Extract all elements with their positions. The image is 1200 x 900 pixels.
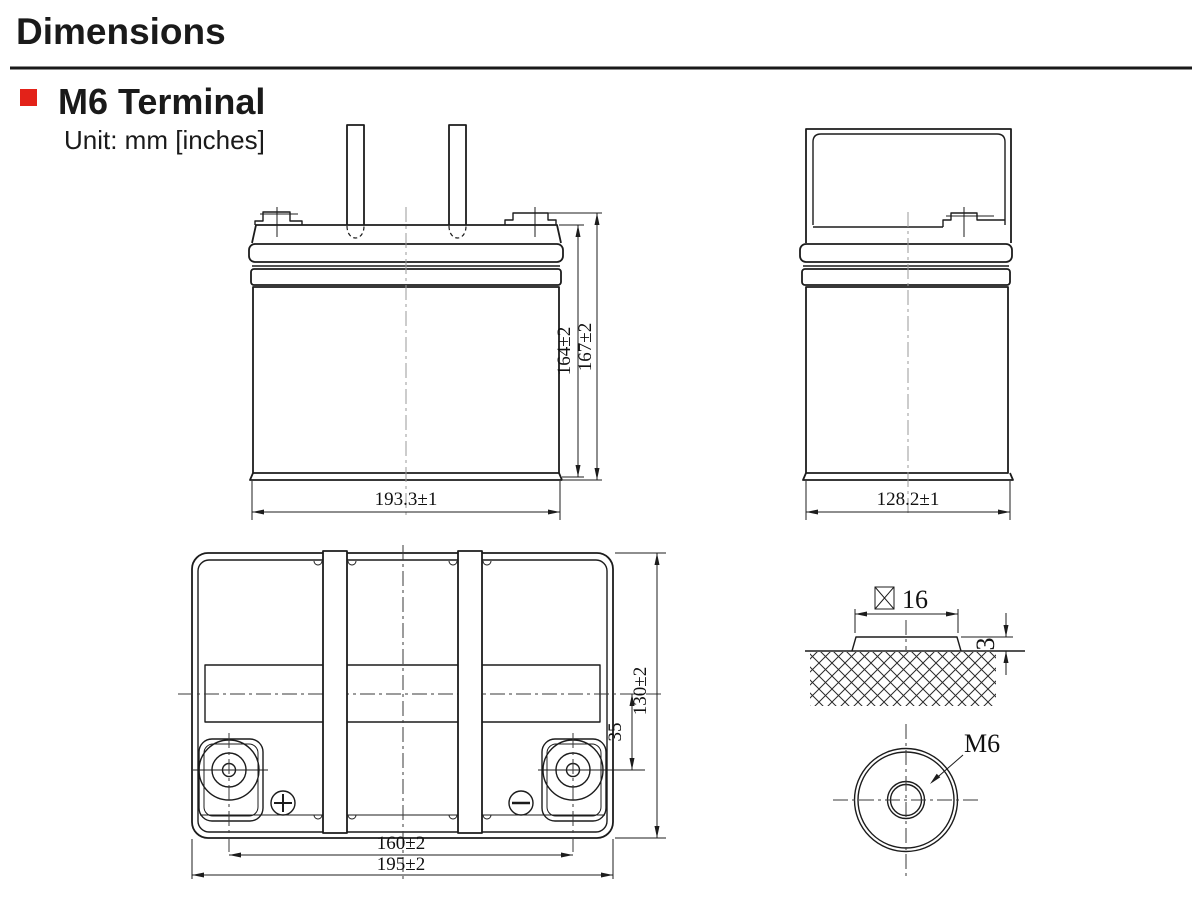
front-right-terminal-post bbox=[449, 125, 466, 225]
side-lid-band-upper bbox=[800, 244, 1012, 262]
side-handle-inner bbox=[813, 134, 1005, 225]
page-header bbox=[10, 11, 1192, 155]
front-height-dimensions bbox=[520, 213, 602, 480]
top-overall-width-dimension bbox=[615, 553, 666, 838]
front-overall-width-label: 193.3±1 bbox=[374, 489, 438, 510]
front-right-post-hidden-bottom bbox=[449, 226, 466, 238]
terminal-pitch-label: 160±2 bbox=[376, 833, 426, 854]
red-bullet-icon bbox=[20, 89, 37, 106]
top-overall-width-label: 130±2 bbox=[630, 666, 651, 716]
front-view-drawing bbox=[249, 125, 602, 520]
terminal-pad-detail-drawing bbox=[805, 585, 1025, 706]
crosshatch-section bbox=[810, 652, 996, 706]
overall-length-label: 195±2 bbox=[376, 854, 426, 875]
page-title: Dimensions bbox=[16, 11, 226, 52]
leader-arrowhead bbox=[930, 774, 940, 784]
side-body bbox=[806, 287, 1008, 473]
top-strap-left bbox=[323, 551, 347, 833]
front-left-post-hidden-bottom bbox=[347, 226, 364, 238]
front-right-terminal-bump bbox=[505, 213, 556, 225]
thread-callout bbox=[930, 729, 1000, 784]
side-bump-crossmark bbox=[946, 207, 994, 237]
front-total-height-label: 167±2 bbox=[575, 322, 596, 372]
pad-width-label: 16 bbox=[902, 585, 928, 614]
thread-size-label: M6 bbox=[964, 729, 1001, 758]
side-view-drawing bbox=[800, 129, 1013, 520]
side-terminal-bump bbox=[943, 213, 1005, 227]
side-overall-depth-label: 128.2±1 bbox=[876, 489, 940, 510]
front-case-height-label: 164±2 bbox=[554, 326, 575, 376]
terminal-thread-detail-drawing bbox=[833, 724, 1000, 876]
positive-screw-mark bbox=[271, 791, 295, 815]
front-left-terminal-post bbox=[347, 125, 364, 225]
top-view-drawing bbox=[178, 545, 666, 882]
terminal-offset-label: 35 bbox=[605, 722, 626, 742]
unit-note: Unit: mm [inches] bbox=[64, 125, 265, 155]
side-lid-band-lower bbox=[802, 269, 1010, 285]
section-title: M6 Terminal bbox=[58, 81, 266, 122]
negative-screw-mark bbox=[509, 791, 533, 815]
diameter-box-icon bbox=[875, 587, 894, 609]
top-strap-right bbox=[458, 551, 482, 833]
pad-height-label: 3 bbox=[971, 637, 1000, 651]
